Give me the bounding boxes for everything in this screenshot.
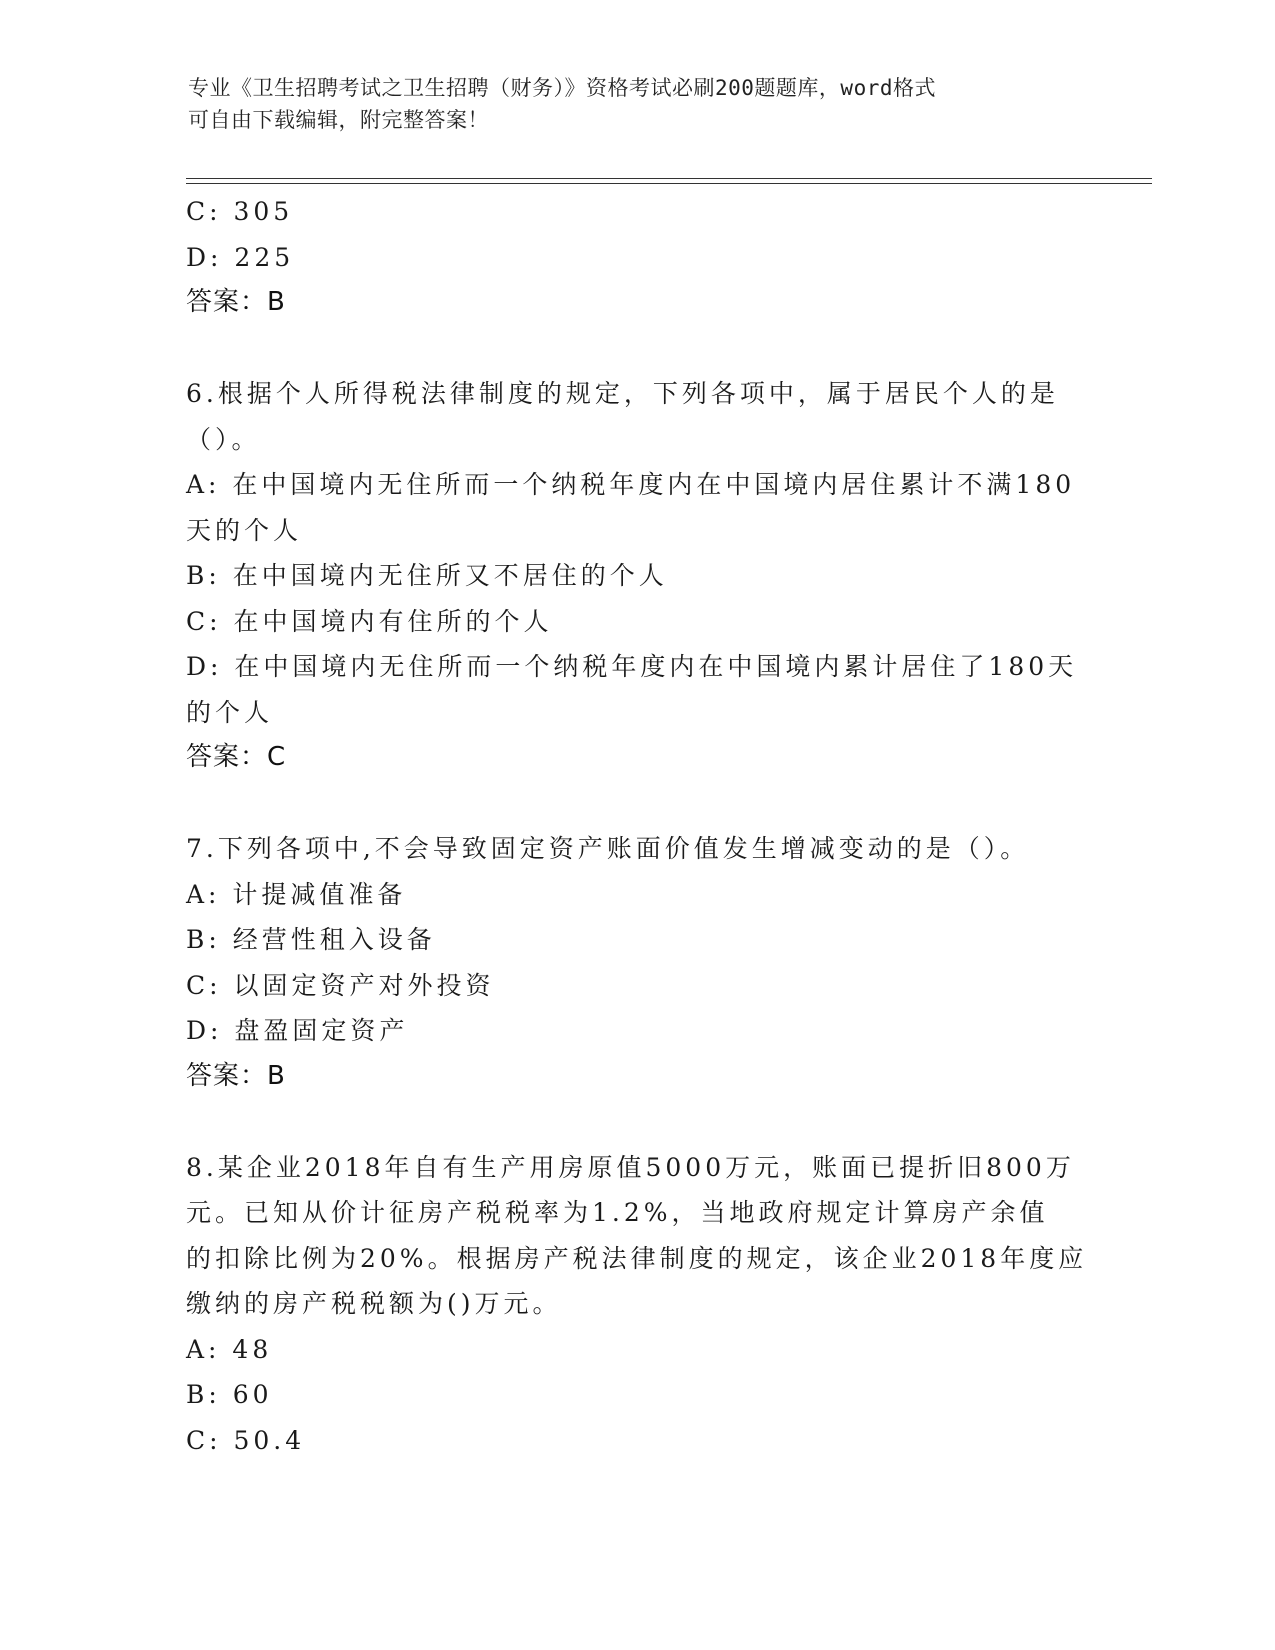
option-c: C: 50.4 xyxy=(186,1425,306,1455)
question-stem-cont: 缴纳的房产税税额为()万元。 xyxy=(186,1289,562,1318)
option-b: B: 经营性租入设备 xyxy=(186,925,436,954)
question-stem-cont: 的扣除比例为20%。根据房产税法律制度的规定，该企业2018年度应 xyxy=(186,1243,1088,1273)
option-d: D: 在中国境内无住所而一个纳税年度内在中国境内累计居住了180天 xyxy=(186,652,1078,681)
header-rule-top xyxy=(186,178,1152,179)
option-d-cont: 的个人 xyxy=(186,697,274,727)
option-d: D: 盘盈固定资产 xyxy=(186,1016,409,1045)
option-a-cont: 天的个人 xyxy=(186,515,303,545)
question-7 xyxy=(186,826,1086,1099)
answer-line: 答案：B xyxy=(186,1060,286,1091)
option-a: A: 计提减值准备 xyxy=(186,879,407,909)
previous-question-tail xyxy=(186,189,1086,326)
header-line-1: 专业《卫生招聘考试之卫生招聘（财务）》资格考试必刷200题题库，word格式 xyxy=(188,76,936,100)
question-stem-cont: 元。已知从价计征房产税税率为1.2%，当地政府规定计算房产余值 xyxy=(186,1198,1049,1227)
option-b: B: 在中国境内无住所又不居住的个人 xyxy=(186,561,668,590)
question-stem: 7.下列各项中,不会导致固定资产账面价值发生增减变动的是（）。 xyxy=(186,834,1030,863)
header-rule-bottom xyxy=(186,183,1152,184)
spacer xyxy=(186,781,1086,827)
header-line-2: 可自由下载编辑，附完整答案！ xyxy=(188,108,489,132)
answer-line: 答案：B xyxy=(186,287,286,317)
question-stem-cont: （）。 xyxy=(186,424,261,454)
spacer xyxy=(186,326,1086,372)
question-stem: 8.某企业2018年自有生产用房原值5000万元，账面已提折旧800万 xyxy=(186,1152,1075,1182)
question-stem: 6.根据个人所得税法律制度的规定，下列各项中，属于居民个人的是 xyxy=(186,379,1059,408)
question-6 xyxy=(186,371,1086,781)
option-c: C: 在中国境内有住所的个人 xyxy=(186,606,553,636)
option-a: A: 48 xyxy=(186,1334,273,1364)
option-d: D: 225 xyxy=(186,242,295,272)
question-8 xyxy=(186,1145,1086,1464)
option-b: B: 60 xyxy=(186,1380,273,1409)
answer-line: 答案：C xyxy=(186,742,287,772)
question-content xyxy=(186,189,1086,1463)
option-c: C: 以固定资产对外投资 xyxy=(186,970,495,1000)
page-header xyxy=(188,72,1088,136)
option-a: A: 在中国境内无住所而一个纳税年度内在中国境内居住累计不满180 xyxy=(186,470,1076,499)
spacer xyxy=(186,1099,1086,1145)
option-c: C: 305 xyxy=(186,197,294,226)
